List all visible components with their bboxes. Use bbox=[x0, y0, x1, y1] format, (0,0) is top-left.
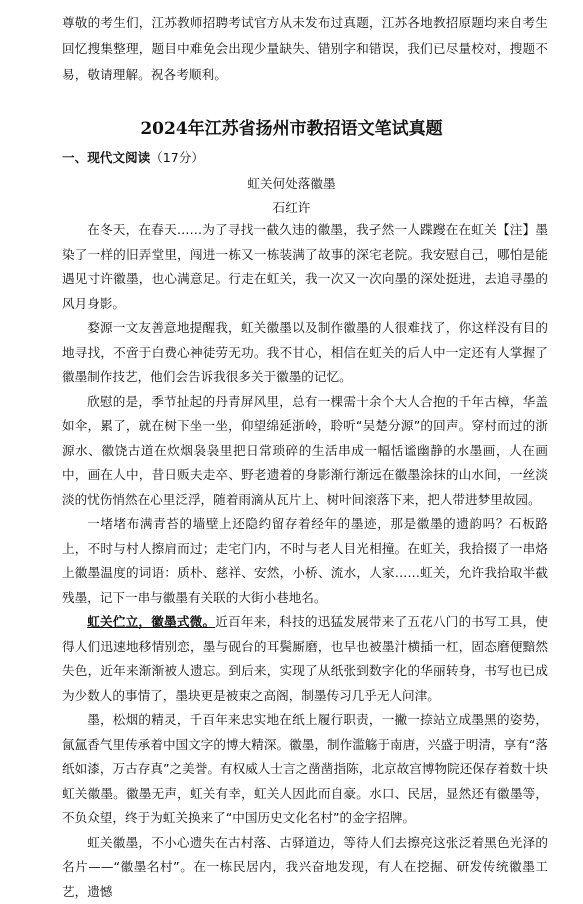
article-paragraph-lead bbox=[62, 610, 548, 708]
article-paragraph: 虹关徽墨，不小心遗失在古村落、古驿道边，等待人们去擦亮这张泛着黑色光泽的名片——“徽墨名村”。在一栋民居内，我兴奋地发现，有人在挖掘、研发传统徽墨工艺，遗憾 bbox=[62, 831, 548, 904]
disclaimer-notice: 尊敬的考生们，江苏教师招聘考试官方从未发布过真题，江苏各地教招原题均来自考生回忆搜集整理，题目中难免会出现少量缺失、错别字和错误，我们已尽量校对，搜题不易，敬请理解。祝各考顺利。 bbox=[62, 10, 548, 88]
paragraph-lead-rest: 近百年来，科技的迅猛发展带来了五花八门的书写工具，使得人们迅速地移情别恋，墨与砚台的耳鬓厮磨，也早也被墨汁横插一杠，固态磨便黯然失色，近年来渐渐被人遗忘。到后来，实现了从纸张到数字化的华丽转身，书写也已成为少数人的事情了，墨块更是被束之高阁，制墨传习几乎无人问津。 bbox=[62, 614, 548, 703]
article-paragraph: 一堵堵布满青苔的墙壁上还隐约留存着经年的墨迹，那是徽墨的遗韵吗？石板路上，不时与村人擦肩而过；走宅门内，不时与老人目光相撞。在虹关，我拾掇了一串烙上徽墨温度的词语：质朴、慈祥、安然，小桥、流水，人家……虹关，允许我拾取半截残墨，记下一串与徽墨有关联的大街小巷地名。 bbox=[62, 512, 548, 610]
article-paragraph: 欣慰的是，季节扯起的丹青屏风里，总有一棵需十余个大人合抱的千年古樟，华盖如伞，累了，就在树下坐一坐，仰望绵延浙岭，聆听“吴楚分源”的回声。穿村而过的浙源水、徽饶古道在炊烟袅袅里把日常琐碎的生活串成一幅恬谧幽静的水墨画，人在画中，画在人中，昔日贩夫走卒、野老遗着的身影渐行渐远在徽墨涂抹的山水间，一丝淡淡的忧伤悄然在心里泛浮，随着雨滴从瓦片上、树叶间滚落下来，把人带进梦里故园。 bbox=[62, 390, 548, 513]
article-body bbox=[62, 218, 548, 904]
article-paragraph: 在冬天，在春天……为了寻找一截久违的徽墨，我孑然一人蹀躞在在虹关【注】墨染了一样的旧弄堂里，闯进一栋又一栋装满了故事的深宅老院。我安慰自己，哪怕是能遇见寸许徽墨，也心满意足。行走在虹关，我一次又一次向墨的深处挺进，去追寻墨的风月身影。 bbox=[62, 218, 548, 316]
article-paragraph: 墨，松烟的精灵，千百年来忠实地在纸上履行职责，一撇一捺站立成墨黑的姿势，氤氲香气里传承着中国文字的博大精深。徽墨，制作滥觞于南唐，兴盛于明清，享有“落纸如漆，万古存真”之美誉。有权威人士言之凿凿指陈，北京故宫博物院还保存着数十块虹关徽墨。徽墨无声，虹关有幸，虹关人因此而自豪。水口、民居，显然还有徽墨等，不负众望，终于为虹关换来了“中国历史文化名村”的金字招牌。 bbox=[62, 708, 548, 831]
article-author: 石红许 bbox=[0, 196, 583, 220]
article-title: 虹关何处落徽墨 bbox=[0, 172, 583, 196]
section-points: （17分） bbox=[150, 150, 204, 165]
paragraph-lead-phrase: 虹关伫立，徽墨式微。 bbox=[87, 614, 215, 629]
document-title: 2024年江苏省扬州市教招语文笔试真题 bbox=[0, 116, 583, 142]
section-heading bbox=[62, 146, 204, 170]
article-paragraph: 婺源一文友善意地提醒我，虹关徽墨以及制作徽墨的人很难找了，你这样没有目的地寻找，不啻于白费心神徒劳无功。我不甘心，相信在虹关的后人中一定还有人掌握了徽墨制作技艺，他们会告诉我很多关于徽墨的记忆。 bbox=[62, 316, 548, 390]
section-label: 一、现代文阅读 bbox=[62, 150, 150, 165]
